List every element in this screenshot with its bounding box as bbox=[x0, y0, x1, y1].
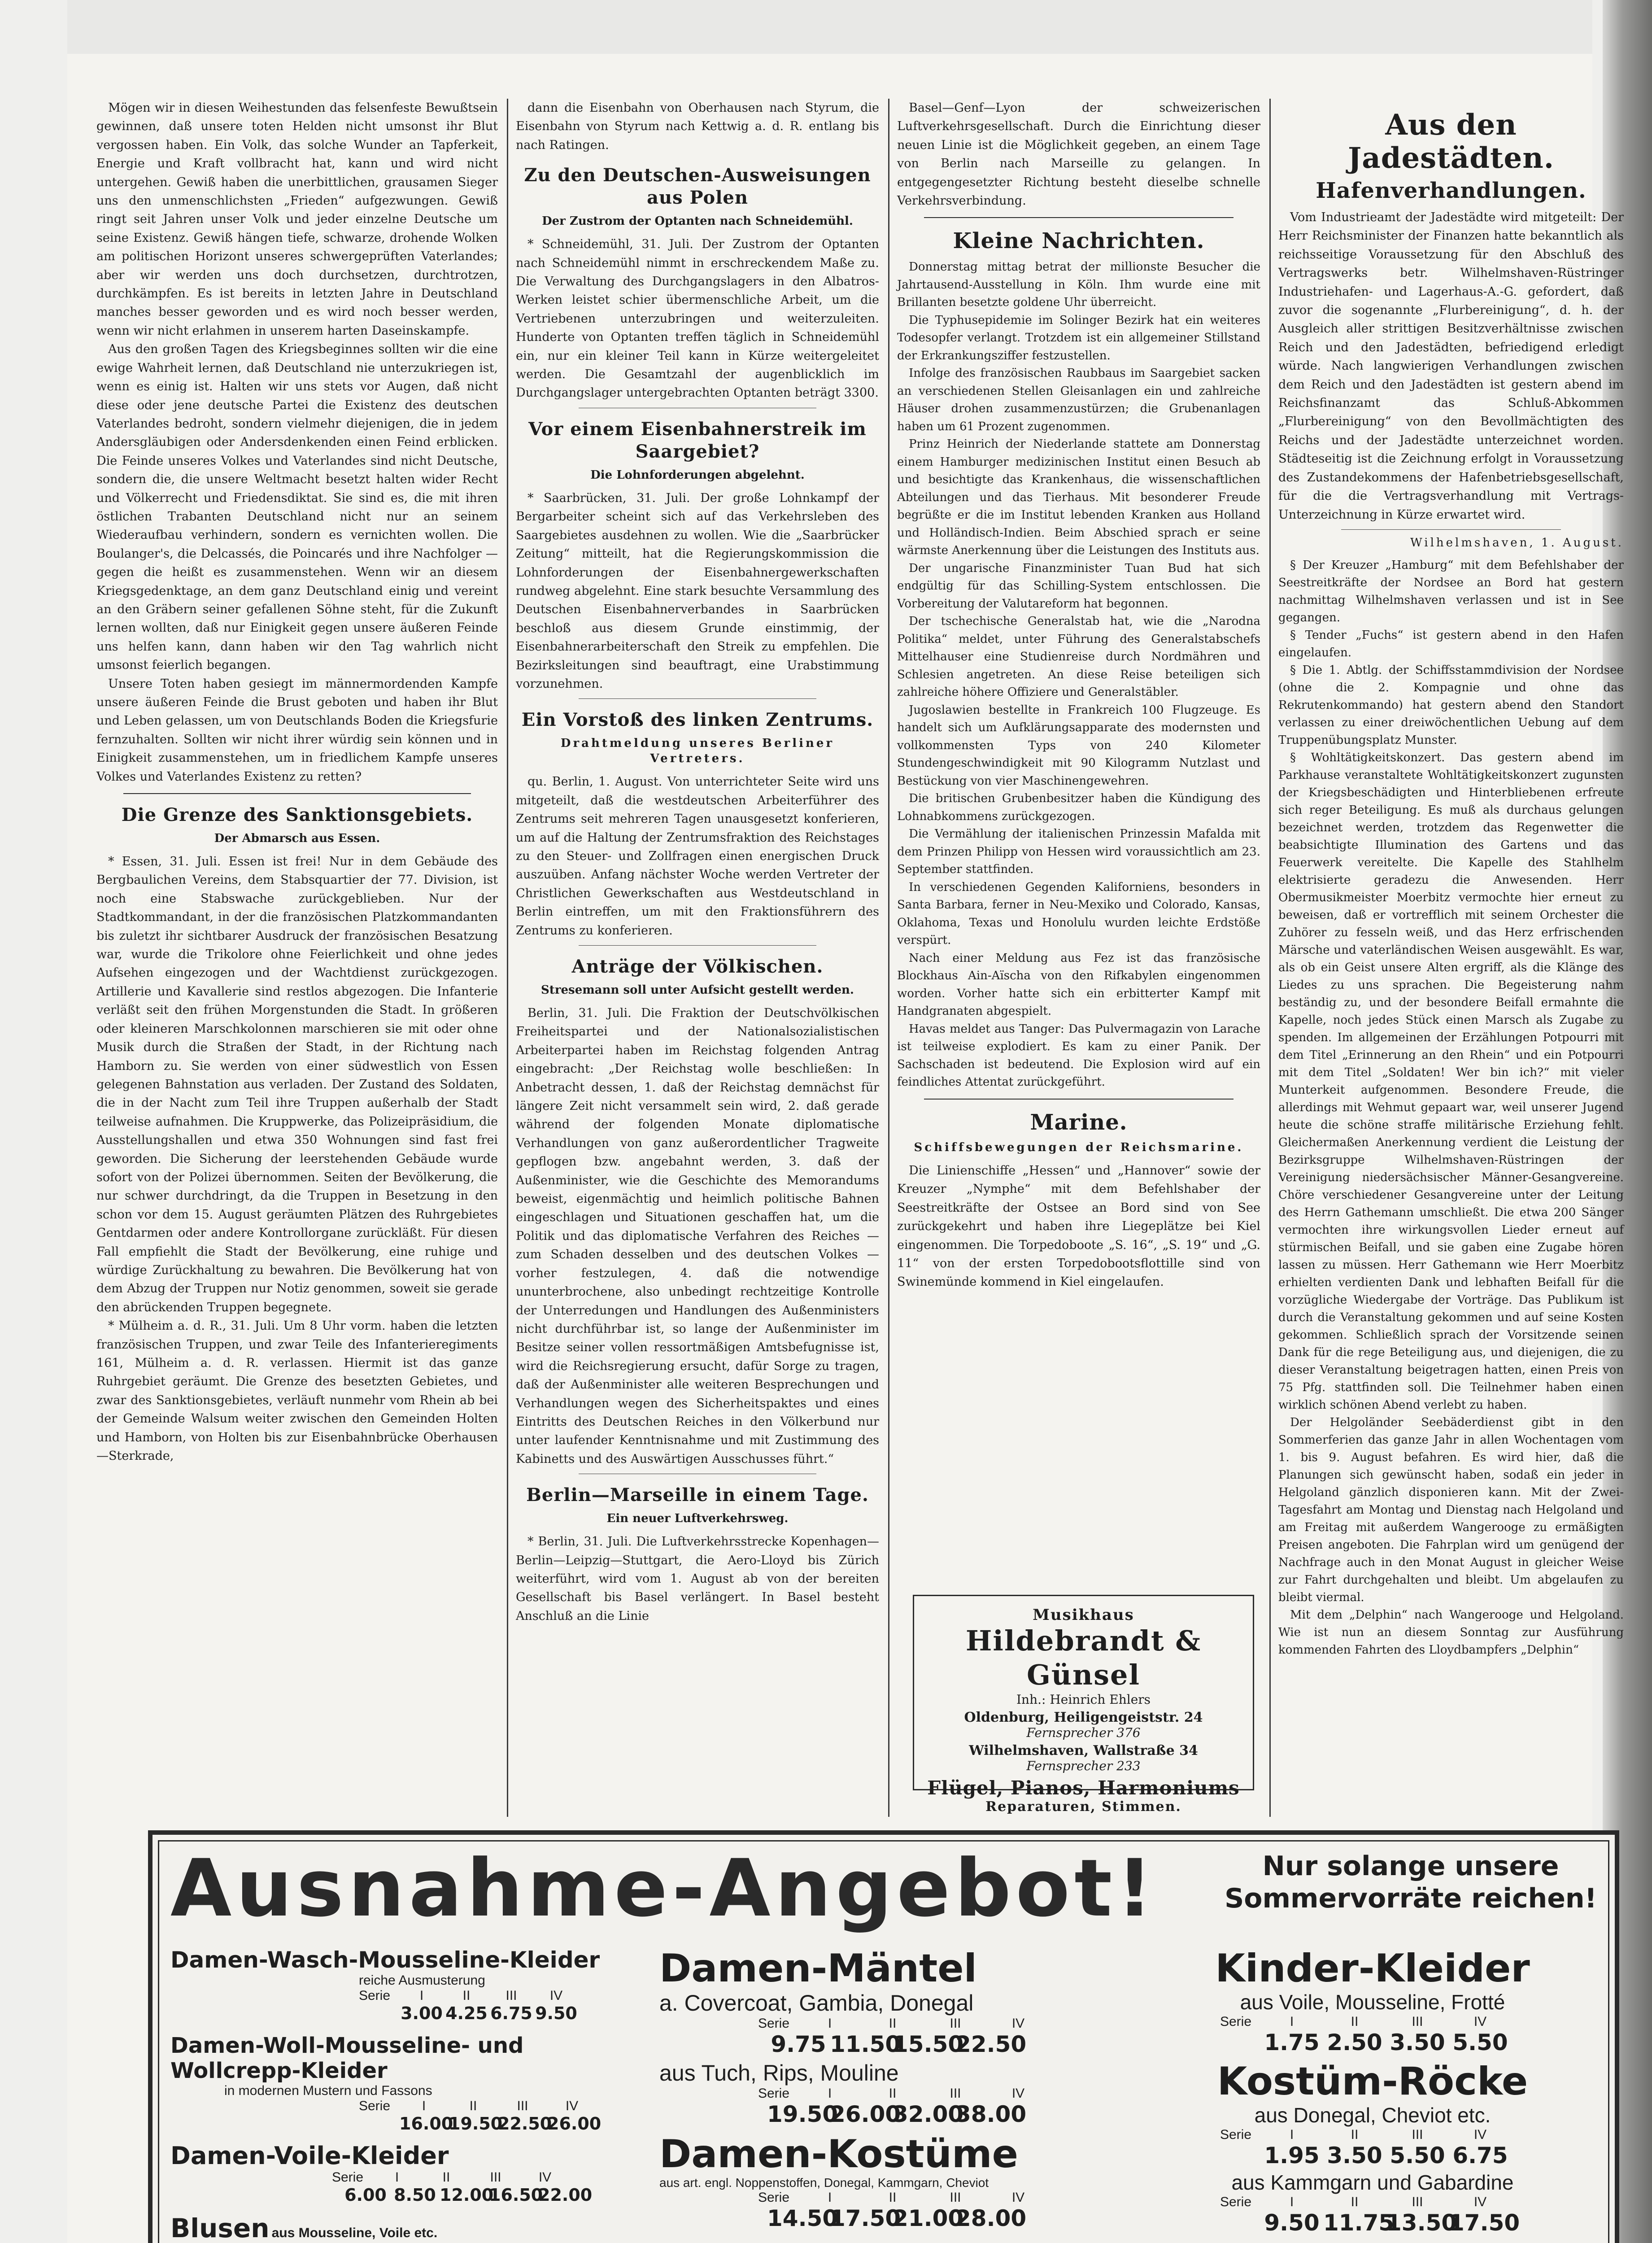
headline-polen: Zu den Deutschen-Ausweisungen aus Polen bbox=[524, 165, 871, 209]
price-row bbox=[659, 2101, 1130, 2127]
price-row bbox=[1153, 2143, 1592, 2169]
musikhaus-services: Reparaturen, Stimmen. bbox=[985, 1799, 1181, 1815]
subheadline-grenze: Der Abmarsch aus Essen. bbox=[214, 832, 380, 846]
serie-number: II bbox=[1351, 2195, 1359, 2209]
serie-number: I bbox=[1290, 2014, 1294, 2029]
serie-number: III bbox=[517, 2099, 528, 2113]
musikhaus-products: Flügel, Pianos, Harmoniums bbox=[927, 1777, 1240, 1799]
paragraph: Die Vermählung der italienischen Prinzessin Mafalda mit dem Prinzen Philipp von Hessen wird voraussichtlich am 23. September stattfinden. bbox=[897, 827, 1260, 877]
price: 16.00 bbox=[399, 2114, 453, 2134]
paragraph: Nach einer Meldung aus Fez ist das französische Blockhaus Ain-Aïscha von den Rifkabylen eingenommen worden. Vorher hatte sich ein erbitterter Kampf mit Handgranaten abgespielt. bbox=[897, 951, 1260, 1018]
price: 4.25 bbox=[445, 2003, 488, 2023]
ad-item-subtitle: aus Mousseline, Voile etc. bbox=[271, 2226, 438, 2240]
price: 32.00 bbox=[893, 2101, 964, 2127]
headline-streik: Vor einem Eisenbahnerstreik im Saargebiet? bbox=[528, 418, 867, 462]
price: 19.50 bbox=[449, 2114, 503, 2134]
serie-number: IV bbox=[565, 2099, 579, 2113]
separator bbox=[1341, 529, 1561, 530]
price: 11.50 bbox=[830, 2031, 901, 2057]
serie-number: IV bbox=[1473, 2195, 1487, 2209]
serie-number: II bbox=[462, 1988, 471, 2003]
headline-kleine-nachrichten: Kleine Nachrichten. bbox=[953, 228, 1205, 254]
price-row bbox=[1153, 2210, 1592, 2236]
price: 3.50 bbox=[1327, 2143, 1382, 2169]
serie-row bbox=[1153, 2014, 1592, 2029]
headline-zentrum: Ein Vorstoß des linken Zentrums. bbox=[521, 709, 874, 731]
paragraph: * Mülheim a. d. R., 31. Juli. Um 8 Uhr vorm. haben die letzten französischen Truppen, und zwar Teile des Infanterieregiments 161, Mülheim a. d. R. verlassen. Hiermit ist das ganze Ruhrgebiet geräumt. Die Grenze des besetzten Gebietes, und zwar des Sanktionsgebietes, verläuft nunmehr vom Rhein ab bei der Gemeinde Walsum weiter zwischen den Gemeinden Holten und Hamborn, von Holten bis zur Eisenbahnbrücke Oberhausen—Sterkrade, bbox=[96, 1319, 498, 1463]
serie-number: III bbox=[1412, 2014, 1423, 2029]
musikhaus-advertisement bbox=[913, 1595, 1254, 1815]
price: 21.00 bbox=[893, 2205, 964, 2231]
ad-item-title: Damen-Wasch-Mousseline-Kleider bbox=[170, 1947, 600, 1973]
ad-column-middle bbox=[659, 1947, 1130, 2231]
serie-number: I bbox=[828, 2016, 832, 2031]
price-row bbox=[170, 2003, 655, 2023]
headline-berlin: Berlin—Marseille in einem Tage. bbox=[526, 1484, 869, 1506]
serie-number: III bbox=[1412, 2127, 1423, 2142]
musikhaus-name: Hildebrandt & Günsel bbox=[965, 1624, 1202, 1691]
price: 17.50 bbox=[1449, 2210, 1520, 2236]
ad-item-subtitle: aus art. engl. Noppenstoffen, Donegal, Kammgarn, Cheviot bbox=[659, 2176, 989, 2190]
serie-label: Serie bbox=[358, 2099, 391, 2113]
ad-item-title: Damen-Woll-Mousseline- und Wollcrepp-Kleider bbox=[170, 2033, 524, 2083]
paragraph: * Berlin, 31. Juli. Die Luftverkehrsstrecke Kopenhagen—Berlin—Leipzig—Stuttgart, die Aero-Lloyd bis Zürich weiterführt, wird vom 1. August ab von der bereiten Gesellschaft bis Basel verlängert. In Basel besteht Anschluß an die Linie bbox=[516, 1535, 879, 1623]
serie-row bbox=[1153, 2195, 1592, 2210]
subheadline-streik: Die Lohnforderungen abgelehnt. bbox=[590, 468, 805, 482]
musikhaus-address-1: Oldenburg, Heiligengeiststr. 24 bbox=[964, 1710, 1203, 1725]
subheadline-zentrum: Drahtmeldung unseres Berliner Vertreters. bbox=[560, 737, 835, 766]
serie-number: II bbox=[1351, 2127, 1359, 2142]
serie-number: III bbox=[1412, 2195, 1423, 2209]
headline-jadestaedte: Aus den Jadestädten. bbox=[1347, 108, 1555, 175]
subheadline-antraege: Stresemann soll unter Aufsicht gestellt werden. bbox=[541, 983, 854, 997]
paragraph: Die Linienschiffe „Hessen“ und „Hannover“ sowie der Kreuzer „Nymphe“ mit dem Befehlshaber der Seestreitkräfte der Ostsee an Bord sind von See zurückgekehrt und haben ihre Liegeplätze bei Kiel eingenommen. Die Torpedoboote „S. 16“, „S. 19“ und „G. 11“ von der ersten Torpedobootsflottille sind von Swinemünde kommend in Kiel eingelaufen. bbox=[897, 1163, 1260, 1289]
paragraph: Mögen wir in diesen Weihestunden das felsenfeste Bewußtsein gewinnen, daß unsere toten Helden nicht umsonst ihr Blut vergossen haben. Ein Volk, das solche Wunder an Tapferkeit, Energie und Kraft vollbracht hat, kann und wird nicht untergehen. Gewiß haben die unerbittlichen, grausamen Sieger uns den unmenschlichsten „Frieden“ aufgezwungen. Gewiß ringt seit Jahren unser Volk und jeder einzelne Deutsche um seine Existenz. Gewiß hängen tiefe, schwarze, drohende Wolken am politischen Horizont unseres schwergeprüften Vaterlandes; aber wir werden uns doch durchsetzen, durchtrotzen, durchkämpfen. Es ist bereits in letzten Jahre in Deutschland manches besser geworden und es wird noch besser werden, wenn wir nicht erlahmen in unserem harten Daseinskampfe. bbox=[96, 101, 498, 338]
serie-number: I bbox=[828, 2190, 832, 2205]
musikhaus-phone-2: Fernsprecher 233 bbox=[1026, 1759, 1141, 1773]
subheadline-berlin: Ein neuer Luftverkehrsweg. bbox=[606, 1512, 789, 1526]
serie-number: III bbox=[950, 2086, 961, 2101]
price: 1.95 bbox=[1264, 2143, 1320, 2169]
paragraph: Der tschechische Generalstab hat, wie die „Narodna Politika“ meldet, unter Führung des Generalstabschefs Mittelhauser eine Studienreise durch Nordmähren und Schlesien angetreten. An diese Reise beteiligen sich zahlreiche höhere Offiziere und Generalstäbler. bbox=[897, 615, 1260, 699]
paragraph: In verschiedenen Gegenden Kaliforniens, besonders in Santa Barbara, ferner in Neu-Mexiko und Colorado, Kansas, Oklahoma, Texas und Honolulu wurden leichte Erdstöße verspürt. bbox=[897, 880, 1260, 947]
price-row bbox=[1153, 2029, 1592, 2055]
paragraph: Jugoslawien bestellte in Frankreich 100 Flugzeuge. Es handelt sich um Aufklärungsapparate des modernsten und vollkommensten Typs von 240 Kilometer Stundengeschwindigkeit mit 90 Kilogramm Nutzlast und Bestückung von vier Maschinengewehren. bbox=[897, 703, 1260, 788]
paragraph: Infolge des französischen Raubbaus im Saargebiet sacken an verschiedenen Stellen Gleisanlagen ein und zahlreiche Häuser drohen zusammenzustürzen; die Grubenanlagen haben um 61 Prozent zugenommen. bbox=[897, 367, 1260, 433]
ad-item-subtitle: aus Tuch, Rips, Mouline bbox=[659, 2060, 899, 2086]
serie-label: Serie bbox=[1220, 2195, 1252, 2209]
price: 15.50 bbox=[893, 2031, 964, 2057]
ad-headline: Ausnahme-Angebot! bbox=[170, 1842, 1157, 1934]
musikhaus-address-2: Wilhelmshaven, Wallstraße 34 bbox=[969, 1743, 1198, 1759]
serie-number: I bbox=[419, 1988, 424, 2003]
column-1 bbox=[96, 99, 498, 1465]
paragraph: Basel—Genf—Lyon der schweizerischen Luftverkehrsgesellschaft. Durch die Einrichtung dieser neuen Linie ist die Möglichkeit gegeben, an einem Tage von Berlin nach Marseille zu gelangen. In entgegengesetzter Richtung besteht dieselbe schnelle Verkehrsverbindung. bbox=[897, 101, 1260, 208]
serie-row bbox=[659, 2086, 1130, 2101]
serie-row bbox=[170, 2099, 655, 2114]
serie-number: III bbox=[490, 2170, 501, 2185]
ad-item-subtitle: aus Voile, Mousseline, Frotté bbox=[1240, 1990, 1505, 2014]
scan-top-margin bbox=[67, 0, 1592, 54]
serie-number: I bbox=[395, 2170, 399, 2185]
price-row bbox=[659, 2205, 1130, 2231]
ad-item-subtitle: in modernen Mustern und Fassons bbox=[224, 2083, 432, 2098]
paragraph: § Tender „Fuchs“ ist gestern abend in den Hafen eingelaufen. bbox=[1278, 628, 1624, 659]
price: 9.50 bbox=[535, 2003, 577, 2023]
headline-grenze: Die Grenze des Sanktionsgebiets. bbox=[121, 804, 473, 826]
serie-number: IV bbox=[1473, 2014, 1487, 2029]
serie-number: II bbox=[442, 2170, 450, 2185]
musikhaus-owner: Inh.: Heinrich Ehlers bbox=[1016, 1692, 1151, 1707]
serie-number: III bbox=[950, 2190, 961, 2205]
dateline: Wilhelmshaven, 1. August. bbox=[1410, 536, 1624, 550]
paragraph: Berlin, 31. Juli. Die Fraktion der Deutschvölkischen Freiheitspartei und der Nationalsozialistischen Arbeiterpartei haben im Reichstag folgenden Antrag eingebracht: „Der Reichstag wolle beschließen: In Anbetracht dessen, 1. daß der Reichstag demnächst für längere Zeit nicht versammelt sein wird, 2. daß gerade während der folgenden Monate diplomatische Verhandlungen von ganz außerordentlicher Tragweite gepflogen bzw. angebahnt werden, 3. daß der Außenminister, wie die Geschichte des Memorandums beweist, eigenmächtig und heimlich politische Bahnen eingeschlagen und Situationen geschaffen hat, um die Politik und das diplomatische Verfahren des Reiches — zum Schaden desselben und des deutschen Volkes — vorher festzulegen, 4. daß die notwendige ununterbrochene, also unbedingt rechtzeitige Kontrolle der Unterredungen und Handlungen des Außenministers nicht durchführbar ist, so lange der Außenminister im Besitze seiner vollen ressortmäßigen Amtsbefugnisse ist, wird die Reichsregierung ersucht, dafür Sorge zu tragen, daß der Außenminister alle weiteren Besprechungen und Verhandlungen wegen des Sicherheitspaktes und eines Eintritts des Deutschen Reiches in den Völkerbund nur unter laufender Kenntnisnahme und mit Zustimmung des Kabinetts und des Auswärtigen Ausschusses führt.“ bbox=[516, 1006, 879, 1466]
serie-number: II bbox=[889, 2190, 897, 2205]
price: 22.50 bbox=[955, 2031, 1027, 2057]
price: 5.50 bbox=[1452, 2029, 1508, 2055]
serie-number: IV bbox=[538, 2170, 552, 2185]
price: 26.00 bbox=[830, 2101, 901, 2127]
price: 6.75 bbox=[490, 2003, 532, 2023]
price: 22.50 bbox=[498, 2114, 552, 2134]
paragraph: Der Helgoländer Seebäderdienst gibt in den Sommerferien das ganze Jahr in allen Wochentagen vom 1. bis 9. August befahren. Es wird hier, daß die Planungen sich gewünscht haben, sodaß ein jeder in Helgoland gänzlich disponieren kann. Mit der Zwei-Tagesfahrt am Montag und Dienstag nach Helgoland und am Freitag mit außerdem Wangerooge zu ermäßigten Preisen angeboten. Die Fahrplan wird um genügend der Nachfrage auch in den Monat August in gleicher Weise zur Fahrt durchgehalten und bleibt. Um abgelaufen zu bleibt viermal. bbox=[1278, 1415, 1624, 1604]
column-rule bbox=[507, 99, 508, 1817]
column-rule bbox=[1269, 99, 1271, 1817]
paragraph: Unsere Toten haben gesiegt im männermordenden Kampfe unsere äußeren Feinde die Brust geboten und haben ihr Blut und Leben gelassen, um von Deutschlands Boden die Kriegsfurie fernzuhalten. Sollten wir nicht ihrer würdig sein können und in Einigkeit zusammenstehen, um in friedlichem Kampfe unseres Volkes und Vaterlandes Existenz zu retten? bbox=[96, 676, 498, 784]
price-row bbox=[659, 2031, 1130, 2057]
price: 13.50 bbox=[1386, 2210, 1457, 2236]
headline-antraege: Anträge der Völkischen. bbox=[571, 956, 824, 977]
ad-item-subtitle: aus Donegal, Cheviot etc. bbox=[1254, 2103, 1491, 2127]
serie-label: Serie bbox=[758, 2086, 790, 2101]
ad-item-title: Damen-Kostüme bbox=[659, 2132, 1018, 2177]
ad-note bbox=[1225, 1850, 1597, 1915]
paragraph: Mit dem „Delphin“ nach Wangerooge und Helgoland. Wie ist nun an diesem Sonntag zur Ausführung kommenden Fahrten des Lloydbampfers „Delphin“ bbox=[1278, 1608, 1624, 1657]
price: 38.00 bbox=[955, 2101, 1027, 2127]
paragraph: Prinz Heinrich der Niederlande stattete am Donnerstag einem Hamburger medizinischen Institut einen Besuch ab und besichtigte das Krankenhaus, die wissenschaftlichen Abteilungen und das Tierhaus. Mit besonderer Freude begrüßte er die im Institut lebenden Kranken aus Holland und Holländisch-Indien. Beim Abschied sprach er seine wärmste Anerkennung über die Leistungen des Instituts aus. bbox=[897, 437, 1260, 558]
ad-column-right bbox=[1153, 1947, 1592, 2236]
serie-number: II bbox=[1351, 2014, 1359, 2029]
price: 14.50 bbox=[767, 2205, 838, 2231]
ad-item-title: Kinder-Kleider bbox=[1215, 1946, 1530, 1991]
paragraph: Die britischen Grubenbesitzer haben die Kündigung des Lohnabkommens zurückgezogen. bbox=[897, 792, 1260, 823]
serie-label: Serie bbox=[1220, 2127, 1252, 2142]
serie-row bbox=[659, 2016, 1130, 2031]
ad-note-line-1: Nur solange unsere bbox=[1262, 1850, 1559, 1882]
column-rule bbox=[888, 99, 889, 1817]
price: 3.00 bbox=[401, 2003, 443, 2023]
paragraph: * Saarbrücken, 31. Juli. Der große Lohnkampf der Bergarbeiter scheint sich auf das Verkehrsleben des Saargebietes ausdehnen zu wollen. Wie die „Saarbrücker Zeitung“ mitteilt, hat die Regierungskommission die Lohnforderungen der Eisenbahnergewerkschaften rundweg abgelehnt. Eine stark besuchte Versammlung des Deutschen Eisenbahnerverbandes in Saarbrücken beschloß aus diesem Grunde einstimmig, der Eisenbahnerarbeiterschaft den Streik zu empfehlen. Die Bezirksleitungen sind beauftragt, eine Urabstimmung vorzunehmen. bbox=[516, 491, 879, 691]
serie-row bbox=[659, 2190, 1130, 2205]
serie-number: IV bbox=[1473, 2127, 1487, 2142]
ad-item-title: Damen-Voile-Kleider bbox=[170, 2142, 449, 2170]
price: 2.50 bbox=[1327, 2029, 1382, 2055]
paragraph: § Wohltätigkeitskonzert. Das gestern abend im Parkhause veranstaltete Wohltätigkeitskonzert zugunsten der Kriegsbeschädigten und Hinterbliebenen erfreute sich reger Beteiligung. Es muß als durchaus gelungen bezeichnet werden, trotzdem das Regenwetter die beabsichtigte Illumination des Gartens und das Feuerwerk vereitelte. Die Kapelle des Stahlhelm elektrisierte geradezu die Anwesenden. Herr Obermusikmeister Moerbitz vermochte hier erneut zu beweisen, daß er vortrefflich mit seinem Orchester die Zuhörer zu fesseln weiß, und das Herz erfrischenden Märsche und vaterländischen Weisen ausgewählt. Es war, als ob ein Geist unsere Alten ergriff, als die Klänge des Liedes zu uns sprachen. Die Begeisterung nahm beständig zu, und der besondere Beifall ermahnte die Kapelle, noch jedes Stück einen Marsch als Zugabe zu spenden. Im allgemeinen der Erzählungen Potpourri mit dem Titel „Erinnerung an den Rhein“ und ein Potpourri mit dem Titel „Soldaten! Wer bin ich?“ mit vieler Munterkeit aufgenommen. Besondere Freude, die allerdings mit Wehmut gepaart war, weil unserer Jugend heute die schöne straffe militärische Erziehung fehlt. Gleichermaßen Anerkennung verdient die Leistung der Bezirksgruppe Wilhelmshaven-Rüstringen der Vereinigung niedersächsischer Männer-Gesangvereine. Chöre verschiedener Gesangvereine unter der Leitung des Herrn Gathemann umschließt. Die etwa 200 Sänger vermochten ihre wirkungsvollen Lieder erneut auf stürmischen Beifall, und sie gaben eine Zugabe hören lassen zu müssen. Herr Gathemann wie Herr Moerbitz erhielten verdienten Dank und lebhaften Beifall für die vorzügliche Wiedergabe der Vorträge. Das Publikum ist durch die Veranstaltung gekommen und auf seine Kosten gekommen. Schließlich sprach der Vorsitzende seinen Dank für die rege Beteiligung aus, und diejenigen, die zu dieser Veranstaltung beigetragen hatten, einen Preis von 75 Pfg. stattfinden soll. Die Teilnehmer haben einen wirklich schönen Abend verlebt zu haben. bbox=[1278, 751, 1624, 1412]
price: 9.75 bbox=[771, 2031, 826, 2057]
serie-label: Serie bbox=[758, 2190, 790, 2205]
price: 11.75 bbox=[1323, 2210, 1395, 2236]
headline-hafenverhandlungen: Hafenverhandlungen. bbox=[1316, 178, 1587, 203]
serie-label: Serie bbox=[1220, 2014, 1252, 2029]
headline-marine: Marine. bbox=[1030, 1109, 1128, 1135]
price: 6.75 bbox=[1452, 2143, 1508, 2169]
serie-number: I bbox=[1290, 2195, 1294, 2209]
price-row bbox=[170, 2114, 655, 2134]
price-row bbox=[170, 2185, 655, 2205]
serie-row bbox=[1153, 2127, 1592, 2143]
serie-label: Serie bbox=[331, 2170, 364, 2185]
price: 9.50 bbox=[1264, 2210, 1320, 2236]
serie-number: III bbox=[950, 2016, 961, 2031]
serie-row bbox=[170, 2170, 655, 2185]
serie-number: I bbox=[422, 2099, 426, 2113]
serie-number: IV bbox=[1011, 2086, 1025, 2101]
column-3 bbox=[897, 99, 1260, 1292]
price: 16.50 bbox=[489, 2185, 543, 2205]
serie-number: IV bbox=[549, 1988, 563, 2003]
price: 22.00 bbox=[538, 2185, 593, 2205]
column-4 bbox=[1278, 99, 1624, 1659]
price: 6.00 bbox=[344, 2185, 387, 2205]
separator bbox=[123, 793, 471, 794]
paragraph: § Der Kreuzer „Hamburg“ mit dem Befehlshaber der Seestreitkräfte der Nordsee an Bord hat gestern nachmittag Wilhelmshaven verlassen und ist in See gegangen. bbox=[1278, 558, 1624, 624]
ad-note-line-2: Sommervorräte reichen! bbox=[1225, 1883, 1597, 1914]
paragraph: Havas meldet aus Tanger: Das Pulvermagazin von Larache ist teilweise explodiert. Es kam zu einer Panik. Der Sachschaden ist bedeutend. Die Explosion wird auf ein feindliches Attentat zurückgeführt. bbox=[897, 1022, 1260, 1089]
price: 17.50 bbox=[830, 2205, 901, 2231]
paragraph: Der ungarische Finanzminister Tuan Bud hat sich endgültig für das Schilling-System entschlossen. Die Vorbereitung der Valutareform hat begonnen. bbox=[897, 561, 1260, 611]
separator bbox=[924, 217, 1234, 218]
ad-item-title: Kostüm-Röcke bbox=[1217, 2059, 1528, 2104]
separator bbox=[579, 945, 816, 946]
price: 3.50 bbox=[1390, 2029, 1445, 2055]
serie-number: IV bbox=[1011, 2016, 1025, 2031]
paragraph: * Schneidemühl, 31. Juli. Der Zustrom der Optanten nach Schneidemühl nimmt in erschreckendem Maße zu. Die Verwaltung des Durchgangslagers in den Albatros-Werken leistet schier übermenschliche Arbeit, um die Vertriebenen unterzubringen und weiterzuleiten. Hunderte von Optanten treffen täglich in Schneidemühl ein, nur ein kleiner Teil kann in Kürze weitergeleitet werden. Die Gesamtzahl der augenblicklich im Durchgangslager untergebrachten Optanten beträgt 3300. bbox=[516, 237, 879, 400]
price: 1.75 bbox=[1264, 2029, 1320, 2055]
serie-number: II bbox=[889, 2086, 897, 2101]
price: 8.50 bbox=[394, 2185, 436, 2205]
column-2 bbox=[516, 99, 879, 1625]
serie-number: I bbox=[828, 2086, 832, 2101]
paragraph: * Essen, 31. Juli. Essen ist frei! Nur in dem Gebäude des Bergbaulichen Vereins, dem Stabsquartier der 77. Division, ist noch eine Stabswache zurückgeblieben. Nur der Stadtkommandant, in der die französischen Platzkommandanten bis zuletzt ihr sichtbarer Ausdruck der französischen Besatzung war, wurde die Trikolore ohne Feierlichkeit und ohne jedes Aufsehen eingezogen und der Wachtdienst zurückgezogen. Artillerie und Kavallerie sind restlos abgezogen. Die Infanterie verläßt seit den frühen Morgenstunden die Stadt. In größeren oder kleineren Marschkolonnen marschieren sie mit oder ohne Musik durch die Straßen der Stadt, in der Richtung nach Hamborn zu. Sie werden von einer südwestlich von Essen gelegenen Bahnstation aus verladen. Der Zustand des Soldaten, die in der Nacht zum Teil ihre Truppen außerhalb der Stadt teilweise aufnahmen. Die Kruppwerke, das Polizeipräsidium, die Ausstellungshallen und etwa 350 Wohnungen sind fast frei geworden. Die Sicherung der leerstehenden Gebäude wurde sofort von der Polizei übernommen. Seiten der Bevölkerung, die nur schwer durchdringt, da die Truppen in Besetzung in den schon vor dem 15. August geräumten Plätzen des Ruhrgebietes Gentdarmen oder andere Kontrollorgane zurückläßt. Für diesen Fall empfiehlt die Stadt der Bevölkerung, eine ruhige und würdige Zurückhaltung zu bewahren. Die Bevölkerung hat von dem Abzug der Truppen nur Notiz genommen, soweit sie gerade den abrückenden Truppen begegnete. bbox=[96, 855, 498, 1314]
paragraph: Die Typhusepidemie im Solinger Bezirk hat ein weiteres Todesopfer verlangt. Trotzdem ist ein allgemeiner Stillstand der Erkrankungsziffer festzustellen. bbox=[897, 313, 1260, 362]
ad-column-left bbox=[170, 1947, 655, 2243]
ad-item-subtitle: aus Kammgarn und Gabardine bbox=[1231, 2171, 1514, 2194]
leffers-advertisement bbox=[148, 1830, 1619, 2243]
price: 28.00 bbox=[955, 2205, 1027, 2231]
subheadline-marine: Schiffsbewegungen der Reichsmarine. bbox=[914, 1140, 1244, 1154]
subheadline-polen: Der Zustrom der Optanten nach Schneidemühl. bbox=[542, 214, 853, 228]
separator bbox=[924, 1099, 1234, 1100]
serie-number: I bbox=[1290, 2127, 1294, 2142]
musikhaus-phone-1: Fernsprecher 376 bbox=[1026, 1725, 1141, 1740]
paragraph: Donnerstag mittag betrat der millionste Besucher die Jahrtausend-Ausstellung in Köln. Ihm wurde eine mit Brillanten besetzte goldene Uhr überreicht. bbox=[897, 260, 1260, 310]
paragraph: qu. Berlin, 1. August. Von unterrichteter Seite wird uns mitgeteilt, daß die westdeutschen Arbeiterführer des Zentrums seit mehreren Tagen unausgesetzt konferieren, um auf die Haltung der Zentrumsfraktion des Reichstages zu den Steuer- und Zollfragen einen energischen Druck auszuüben. Anfang nächster Woche werden Vertreter der Christlichen Gewerkschaften aus Westdeutschland in Berlin eintreffen, um mit den Fraktionsführern des Zentrums zu konferieren. bbox=[516, 775, 879, 938]
price: 12.00 bbox=[440, 2185, 494, 2205]
ad-item-row bbox=[170, 2213, 655, 2243]
serie-number: II bbox=[469, 2099, 477, 2113]
musikhaus-label: Musikhaus bbox=[1033, 1606, 1134, 1624]
ad-item-subtitle: reiche Ausmusterung bbox=[359, 1973, 485, 1988]
paragraph: Vom Industrieamt der Jadestädte wird mitgeteilt: Der Herr Reichsminister der Finanzen hatte bekanntlich als reichsseitige Voraussetzung für den Abschluß des Vertragswerks betr. Wilhelmshaven-Rüstringer Industriehafen- und Lagerhaus-A.-G. gefordert, daß zuvor die sogenannte „Flurbereinigung“, d. h. der Ausgleich aller strittigen Besitzverhältnisse zwischen Reich und den Jadestädten, befriedigend erledigt würde. Nach langwierigen Verhandlungen zwischen dem Reich und den Jadestädten ist gestern abend im Reichsfinanzamt das Schluß-Abkommen „Flurbereinigung“ von den Bevollmächtigten des Reichs und der Jadestädte unterzeichnet worden. Städteseitig ist die Zeichnung erfolgt in Voraussetzung des Zustandekommens der Hafenbetriebsgesellschaft, für die die Vertragsverhandlung mit Vertrags-Unterzeichnung in Kürze erwartet wird. bbox=[1278, 210, 1624, 522]
paragraph: dann die Eisenbahn von Oberhausen nach Styrum, die Eisenbahn von Styrum nach Kettwig a. d. R. entlang bis nach Ratingen. bbox=[516, 101, 879, 152]
serie-label: Serie bbox=[758, 2016, 790, 2031]
price: 19.50 bbox=[767, 2101, 838, 2127]
serie-label: Serie bbox=[358, 1988, 391, 2003]
ad-item-title: Blusen bbox=[170, 2213, 270, 2243]
serie-number: II bbox=[889, 2016, 897, 2031]
price: 26.00 bbox=[547, 2114, 602, 2134]
paragraph: Aus den großen Tagen des Kriegsbeginnes sollten wir die eine ewige Wahrheit lernen, daß Deutschland nie unterzukriegen ist, wenn es einig ist. Halten wir uns stets vor Augen, daß nicht diese oder jene deutsche Partei die Existenz des deutschen Vaterlandes bedroht, sondern vielmehr diejenigen, die in jedem Andersgläubigen oder Andersdenkenden einen Feind erblicken. Die Feinde unseres Volkes und Vaterlandes sind nicht Deutsche, sondern die, die unsere Weltmacht besetzt halten wider Recht und Völkerrecht und Friedensdiktat. Sie sind es, die mit ihren östlichen Trabanten Deutschland nicht nur an seinem Wiederaufbau verhindern, sondern es vernichten wollen. Die Boulanger's, die Delcassés, die Poincarés und ihre Nachfolger — gegen die heißt es zusammenstehen. Wenn wir an diesem Kriegsgedenktage, an dem ganz Deutschland einig und vereint an den Gräbern seiner gefallenen Söhne steht, für die Zukunft lernen wollten, daß nur Einigkeit gegen unsere äußeren Feinde uns helfen kann, dann haben wir den Tag wahrlich nicht umsonst feierlich begangen. bbox=[96, 342, 498, 672]
price: 5.50 bbox=[1390, 2143, 1445, 2169]
ad-item-title: Damen-Mäntel bbox=[659, 1946, 977, 1991]
serie-number: IV bbox=[1011, 2190, 1025, 2205]
serie-number: III bbox=[506, 1988, 517, 2003]
separator bbox=[579, 698, 816, 699]
paragraph: § Die 1. Abtlg. der Schiffsstammdivision der Nordsee (ohne die 2. Kompagnie und ohne das Rekrutenkommando) hat gestern abend den Standort verlassen zu einer dreiwöchentlichen Uebung auf dem Truppenübungsplatz Munster. bbox=[1278, 663, 1624, 747]
ad-item-subtitle: a. Covercoat, Gambia, Donegal bbox=[659, 1990, 974, 2016]
serie-row bbox=[170, 1988, 655, 2003]
